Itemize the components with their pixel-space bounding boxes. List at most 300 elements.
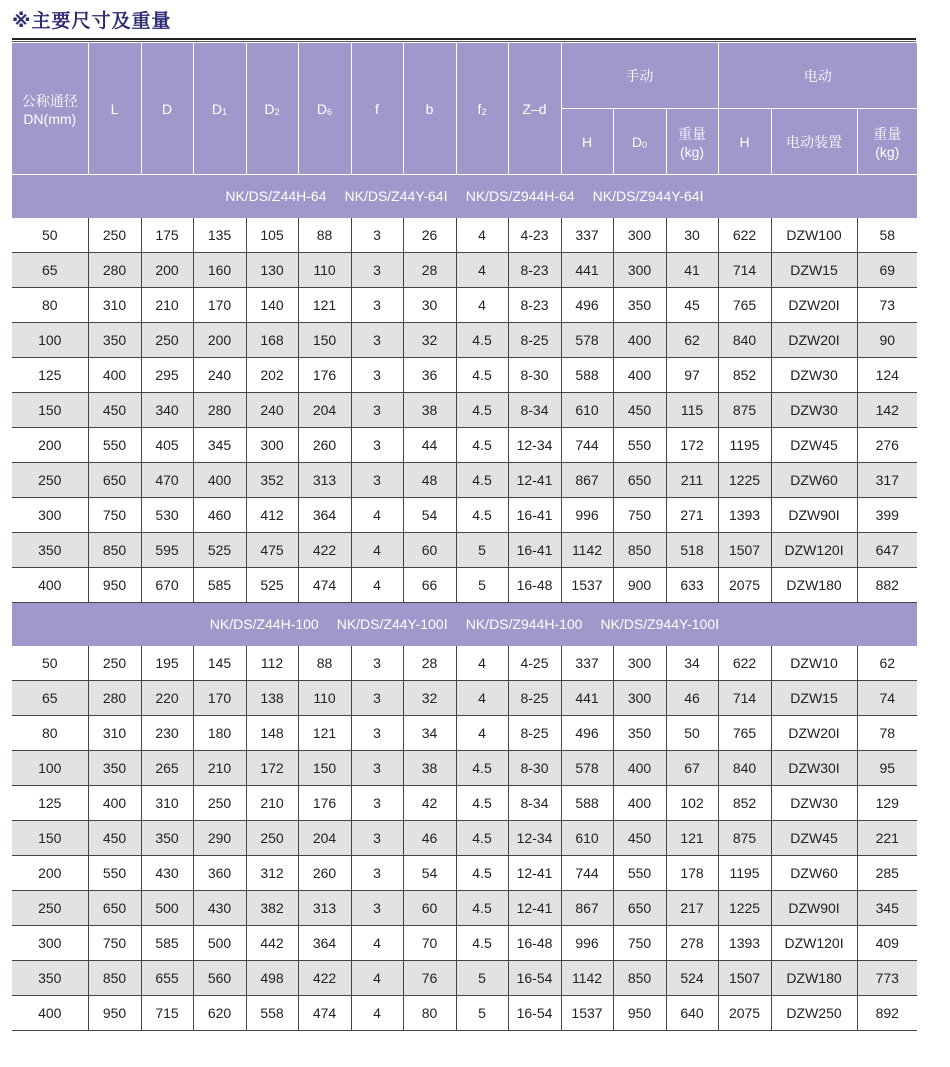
table-cell: 300 — [613, 253, 666, 288]
table-cell: 430 — [141, 856, 193, 891]
table-cell: 500 — [193, 926, 246, 961]
table-cell: 850 — [613, 961, 666, 996]
table-cell: 585 — [193, 568, 246, 603]
table-cell: 202 — [246, 358, 298, 393]
table-cell: 744 — [561, 856, 613, 891]
table-cell: 3 — [351, 358, 403, 393]
table-cell: 620 — [193, 996, 246, 1031]
col-header-L: L — [88, 43, 141, 175]
table-cell: 271 — [666, 498, 718, 533]
group-header-electric: 电动 — [718, 43, 917, 109]
table-cell: 65 — [12, 253, 88, 288]
table-row — [12, 533, 917, 568]
table-row — [12, 996, 917, 1031]
table-cell: 352 — [246, 463, 298, 498]
table-cell: 4.5 — [456, 358, 508, 393]
table-cell: 550 — [88, 856, 141, 891]
table-cell: 400 — [613, 323, 666, 358]
table-cell: 70 — [403, 926, 456, 961]
table-cell: DZW90I — [771, 498, 857, 533]
table-row — [12, 498, 917, 533]
table-body — [12, 175, 917, 1031]
col-header-D1 — [193, 43, 246, 175]
table-cell: 996 — [561, 926, 613, 961]
table-cell: 350 — [12, 533, 88, 568]
table-cell: 62 — [666, 323, 718, 358]
table-cell: 750 — [613, 498, 666, 533]
table-cell: 400 — [613, 751, 666, 786]
table-cell: 714 — [718, 253, 771, 288]
table-cell: 340 — [141, 393, 193, 428]
table-cell: 405 — [141, 428, 193, 463]
table-cell: 5 — [456, 961, 508, 996]
section-header-row — [12, 603, 917, 647]
table-cell: 750 — [88, 926, 141, 961]
table-cell: 4-25 — [508, 646, 561, 681]
table-cell: 138 — [246, 681, 298, 716]
col-header-f: f — [351, 43, 403, 175]
group-header-manual: 手动 — [561, 43, 718, 109]
table-cell: 54 — [403, 856, 456, 891]
d0-sub: 0 — [642, 139, 648, 150]
table-cell: 265 — [141, 751, 193, 786]
table-cell: 80 — [12, 288, 88, 323]
table-cell: 4-23 — [508, 218, 561, 253]
table-cell: 350 — [88, 751, 141, 786]
table-cell: 12-34 — [508, 821, 561, 856]
table-cell: 640 — [666, 996, 718, 1031]
table-cell: 62 — [857, 646, 917, 681]
table-cell: 54 — [403, 498, 456, 533]
table-cell: 1537 — [561, 568, 613, 603]
table-cell: 350 — [88, 323, 141, 358]
table-cell: 670 — [141, 568, 193, 603]
table-cell: 300 — [613, 681, 666, 716]
table-cell: 8-30 — [508, 751, 561, 786]
table-cell: 148 — [246, 716, 298, 751]
table-cell: 900 — [613, 568, 666, 603]
table-cell: 200 — [12, 856, 88, 891]
table-row — [12, 646, 917, 681]
f2-base: f — [477, 100, 482, 117]
table-cell: 400 — [88, 358, 141, 393]
table-cell: 210 — [246, 786, 298, 821]
table-cell: 172 — [246, 751, 298, 786]
table-cell: 172 — [666, 428, 718, 463]
table-cell: 750 — [88, 498, 141, 533]
f2-sub: 2 — [481, 106, 487, 117]
model-label: NK/DS/Z44Y-100Ⅰ — [336, 616, 448, 632]
table-cell: 250 — [141, 323, 193, 358]
d1-sub: 1 — [222, 106, 228, 117]
table-cell: 150 — [12, 393, 88, 428]
table-cell: 176 — [298, 786, 351, 821]
table-cell: 360 — [193, 856, 246, 891]
table-cell: 3 — [351, 681, 403, 716]
table-cell: 840 — [718, 751, 771, 786]
table-cell: DZW30 — [771, 786, 857, 821]
table-cell: 42 — [403, 786, 456, 821]
table-cell: 95 — [857, 751, 917, 786]
table-cell: DZW120I — [771, 533, 857, 568]
table-cell: 442 — [246, 926, 298, 961]
table-cell: 8-34 — [508, 786, 561, 821]
table-cell: DZW30I — [771, 751, 857, 786]
table-row — [12, 253, 917, 288]
table-cell: 46 — [666, 681, 718, 716]
table-cell: 8-34 — [508, 393, 561, 428]
table-cell: 44 — [403, 428, 456, 463]
table-cell: 16-41 — [508, 498, 561, 533]
table-cell: 60 — [403, 533, 456, 568]
table-cell: 4 — [351, 533, 403, 568]
table-cell: 66 — [403, 568, 456, 603]
table-cell: 422 — [298, 533, 351, 568]
table-cell: 4 — [456, 288, 508, 323]
table-cell: 58 — [857, 218, 917, 253]
table-cell: 204 — [298, 393, 351, 428]
table-cell: 4.5 — [456, 926, 508, 961]
table-row — [12, 716, 917, 751]
table-cell: 1195 — [718, 856, 771, 891]
table-cell: 3 — [351, 323, 403, 358]
table-cell: 250 — [88, 646, 141, 681]
table-cell: 2075 — [718, 996, 771, 1031]
table-cell: 744 — [561, 428, 613, 463]
table-cell: 450 — [88, 393, 141, 428]
table-cell: 498 — [246, 961, 298, 996]
table-cell: 300 — [613, 218, 666, 253]
table-cell: 16-54 — [508, 996, 561, 1031]
table-cell: 16-54 — [508, 961, 561, 996]
table-cell: 3 — [351, 463, 403, 498]
col-header-f2 — [456, 43, 508, 175]
col-header-D2 — [246, 43, 298, 175]
table-cell: 300 — [246, 428, 298, 463]
table-cell: 400 — [613, 358, 666, 393]
table-cell: 4.5 — [456, 323, 508, 358]
table-cell: 168 — [246, 323, 298, 358]
table-cell: 230 — [141, 716, 193, 751]
table-cell: 350 — [141, 821, 193, 856]
table-cell: DZW10 — [771, 646, 857, 681]
table-cell: 310 — [141, 786, 193, 821]
table-cell: 650 — [613, 463, 666, 498]
table-cell: 121 — [666, 821, 718, 856]
table-cell: 176 — [298, 358, 351, 393]
table-cell: 382 — [246, 891, 298, 926]
table-cell: 125 — [12, 786, 88, 821]
table-cell: 195 — [141, 646, 193, 681]
table-cell: 588 — [561, 358, 613, 393]
table-cell: 150 — [298, 323, 351, 358]
table-cell: 46 — [403, 821, 456, 856]
table-cell: 16-48 — [508, 568, 561, 603]
table-cell: 550 — [88, 428, 141, 463]
table-cell: 90 — [857, 323, 917, 358]
table-row — [12, 856, 917, 891]
table-cell: 350 — [12, 961, 88, 996]
table-cell: 518 — [666, 533, 718, 568]
table-cell: 1537 — [561, 996, 613, 1031]
table-cell: 2075 — [718, 568, 771, 603]
col-header-zd: Z–d — [508, 43, 561, 175]
model-label: NK/DS/Z44Y-64Ⅰ — [344, 188, 448, 204]
electric-weight-line2: (kg) — [875, 143, 900, 160]
table-cell: 170 — [193, 681, 246, 716]
table-cell: 867 — [561, 891, 613, 926]
table-cell: 610 — [561, 821, 613, 856]
d0-base: D — [631, 133, 643, 150]
table-cell: 765 — [718, 288, 771, 323]
manual-weight-line2: (kg) — [679, 143, 705, 160]
table-cell: 578 — [561, 751, 613, 786]
table-cell: DZW20I — [771, 716, 857, 751]
table-cell: 622 — [718, 218, 771, 253]
table-cell: 3 — [351, 428, 403, 463]
table-cell: 310 — [88, 716, 141, 751]
page-title: ※主要尺寸及重量 — [12, 10, 172, 32]
table-cell: 28 — [403, 646, 456, 681]
table-cell: 16-48 — [508, 926, 561, 961]
table-cell: 1225 — [718, 463, 771, 498]
table-cell: 850 — [88, 533, 141, 568]
table-cell: 400 — [12, 568, 88, 603]
table-cell: 260 — [298, 856, 351, 891]
table-cell: 211 — [666, 463, 718, 498]
table-cell: 1225 — [718, 891, 771, 926]
table-cell: 34 — [403, 716, 456, 751]
table-cell: 460 — [193, 498, 246, 533]
table-cell: 4 — [351, 568, 403, 603]
section-models — [12, 175, 917, 219]
table-cell: 115 — [666, 393, 718, 428]
table-cell: 610 — [561, 393, 613, 428]
table-cell: 470 — [141, 463, 193, 498]
table-cell: 633 — [666, 568, 718, 603]
table-cell: DZW90I — [771, 891, 857, 926]
table-cell: 840 — [718, 323, 771, 358]
table-cell: 550 — [613, 856, 666, 891]
table-cell: 496 — [561, 288, 613, 323]
table-cell: 200 — [141, 253, 193, 288]
table-cell: 558 — [246, 996, 298, 1031]
dimensions-weight-table — [12, 43, 917, 1031]
model-label: NK/DS/Z944H-64 — [465, 188, 575, 204]
table-cell: 399 — [857, 498, 917, 533]
col-header-dn — [12, 43, 88, 175]
table-cell: 30 — [666, 218, 718, 253]
table-cell: 220 — [141, 681, 193, 716]
table-cell: DZW100 — [771, 218, 857, 253]
table-cell: 525 — [193, 533, 246, 568]
table-cell: 655 — [141, 961, 193, 996]
table-cell: 112 — [246, 646, 298, 681]
col-header-electric-weight — [857, 109, 917, 175]
table-cell: DZW15 — [771, 681, 857, 716]
col-header-dn-line2: DN(mm) — [23, 110, 77, 127]
table-cell: 200 — [12, 428, 88, 463]
table-cell: 12-41 — [508, 891, 561, 926]
table-cell: 105 — [246, 218, 298, 253]
model-label: NK/DS/Z944H-100 — [465, 616, 583, 632]
table-cell: 278 — [666, 926, 718, 961]
section-models — [12, 603, 917, 647]
table-cell: 412 — [246, 498, 298, 533]
table-cell: 715 — [141, 996, 193, 1031]
table-cell: 530 — [141, 498, 193, 533]
manual-weight-line1: 重量 — [678, 125, 707, 142]
table-cell: 852 — [718, 786, 771, 821]
table-cell: 422 — [298, 961, 351, 996]
table-cell: 588 — [561, 786, 613, 821]
table-cell: 5 — [456, 533, 508, 568]
table-cell: 41 — [666, 253, 718, 288]
table-cell: 5 — [456, 996, 508, 1031]
table-cell: DZW180 — [771, 961, 857, 996]
table-cell: 210 — [141, 288, 193, 323]
table-cell: 48 — [403, 463, 456, 498]
table-cell: 882 — [857, 568, 917, 603]
table-cell: 280 — [193, 393, 246, 428]
table-cell: 12-41 — [508, 856, 561, 891]
table-cell: 525 — [246, 568, 298, 603]
table-cell: 295 — [141, 358, 193, 393]
table-cell: 950 — [88, 996, 141, 1031]
table-cell: DZW15 — [771, 253, 857, 288]
table-cell: 130 — [246, 253, 298, 288]
table-cell: 450 — [613, 393, 666, 428]
table-cell: 4 — [456, 253, 508, 288]
table-cell: 12-41 — [508, 463, 561, 498]
table-cell: 250 — [12, 463, 88, 498]
table-row — [12, 323, 917, 358]
table-cell: 750 — [613, 926, 666, 961]
table-cell: 364 — [298, 926, 351, 961]
table-cell: 875 — [718, 821, 771, 856]
table-cell: 4.5 — [456, 498, 508, 533]
table-cell: 475 — [246, 533, 298, 568]
table-cell: 1142 — [561, 961, 613, 996]
table-cell: 300 — [613, 646, 666, 681]
table-cell: 430 — [193, 891, 246, 926]
table-cell: 38 — [403, 751, 456, 786]
table-cell: 60 — [403, 891, 456, 926]
table-cell: 36 — [403, 358, 456, 393]
table-cell: 276 — [857, 428, 917, 463]
table-cell: 3 — [351, 218, 403, 253]
table-cell: 50 — [666, 716, 718, 751]
table-cell: 337 — [561, 218, 613, 253]
table-cell: 5 — [456, 568, 508, 603]
table-cell: 850 — [613, 533, 666, 568]
table-cell: 142 — [857, 393, 917, 428]
table-cell: 76 — [403, 961, 456, 996]
table-cell: 121 — [298, 288, 351, 323]
table-cell: 250 — [246, 821, 298, 856]
table-cell: 135 — [193, 218, 246, 253]
table-cell: 441 — [561, 681, 613, 716]
table-cell: 4 — [456, 218, 508, 253]
table-cell: 45 — [666, 288, 718, 323]
table-cell: 345 — [193, 428, 246, 463]
table-cell: DZW180 — [771, 568, 857, 603]
table-cell: 50 — [12, 646, 88, 681]
table-cell: 8-30 — [508, 358, 561, 393]
table-cell: 100 — [12, 323, 88, 358]
table-cell: 4 — [351, 996, 403, 1031]
model-label: NK/DS/Z944Y-64Ⅰ — [592, 188, 704, 204]
table-cell: 121 — [298, 716, 351, 751]
table-cell: DZW60 — [771, 856, 857, 891]
table-cell: 300 — [12, 498, 88, 533]
col-header-D: D — [141, 43, 193, 175]
col-header-b: b — [403, 43, 456, 175]
table-row — [12, 751, 917, 786]
table-row — [12, 288, 917, 323]
table-row — [12, 358, 917, 393]
table-cell: 3 — [351, 751, 403, 786]
table-cell: 714 — [718, 681, 771, 716]
table-cell: 240 — [193, 358, 246, 393]
table-cell: 217 — [666, 891, 718, 926]
table-row — [12, 218, 917, 253]
table-cell: 221 — [857, 821, 917, 856]
table-cell: 125 — [12, 358, 88, 393]
d2-base: D — [264, 100, 275, 117]
electric-weight-line1: 重量 — [873, 125, 902, 142]
table-cell: 65 — [12, 681, 88, 716]
table-cell: 80 — [403, 996, 456, 1031]
table-row — [12, 786, 917, 821]
table-cell: 350 — [613, 288, 666, 323]
table-cell: 578 — [561, 323, 613, 358]
table-cell: 441 — [561, 253, 613, 288]
table-cell: 250 — [12, 891, 88, 926]
d1-base: D — [211, 100, 223, 117]
col-header-D6 — [298, 43, 351, 175]
table-cell: 4.5 — [456, 393, 508, 428]
table-cell: 400 — [12, 996, 88, 1031]
table-cell: 4.5 — [456, 751, 508, 786]
table-cell: 4.5 — [456, 856, 508, 891]
table-cell: 69 — [857, 253, 917, 288]
table-cell: 892 — [857, 996, 917, 1031]
table-cell: 124 — [857, 358, 917, 393]
model-label: NK/DS/Z44H-100 — [209, 616, 319, 632]
table-cell: 550 — [613, 428, 666, 463]
table-cell: 210 — [193, 751, 246, 786]
table-cell: 312 — [246, 856, 298, 891]
table-cell: 4 — [456, 716, 508, 751]
table-cell: 250 — [88, 218, 141, 253]
table-cell: 310 — [88, 288, 141, 323]
table-cell: 8-23 — [508, 288, 561, 323]
model-label: NK/DS/Z44H-64 — [225, 188, 327, 204]
table-cell: 74 — [857, 681, 917, 716]
table-cell: 496 — [561, 716, 613, 751]
table-cell: DZW30 — [771, 358, 857, 393]
table-cell: 97 — [666, 358, 718, 393]
table-cell: 100 — [12, 751, 88, 786]
title-rule — [12, 38, 916, 40]
table-cell: 3 — [351, 253, 403, 288]
table-cell: 1393 — [718, 926, 771, 961]
table-cell: 4 — [351, 498, 403, 533]
table-cell: 867 — [561, 463, 613, 498]
table-cell: 80 — [12, 716, 88, 751]
table-cell: 260 — [298, 428, 351, 463]
